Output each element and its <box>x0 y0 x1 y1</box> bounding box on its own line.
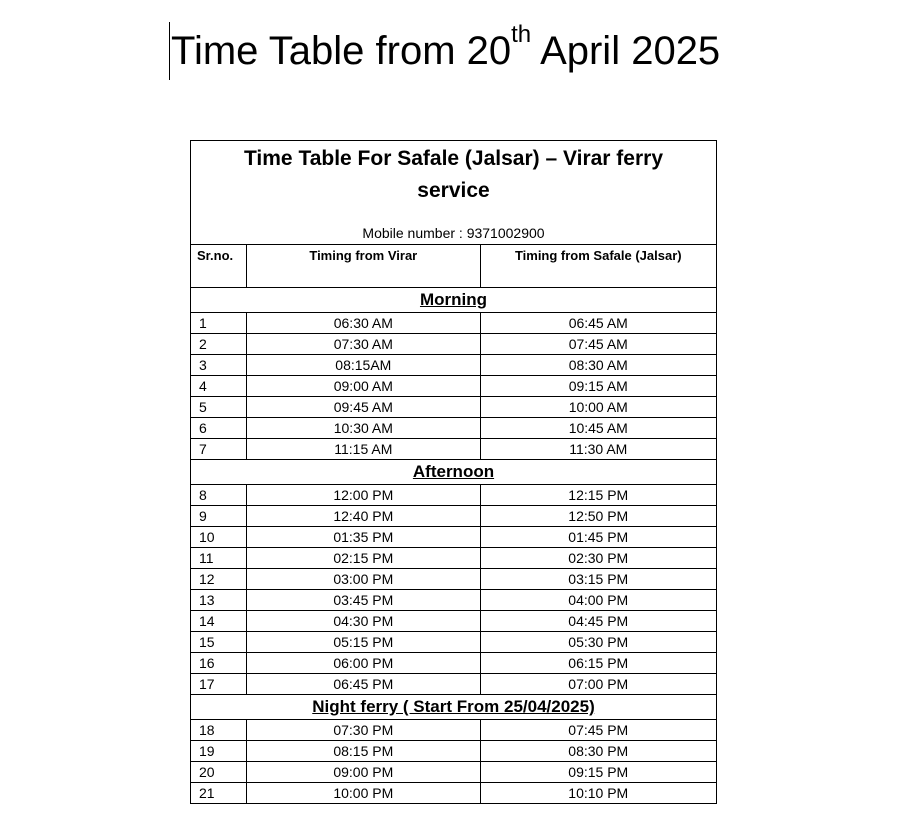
timetable-body <box>191 141 717 804</box>
cell-srno: 12 <box>191 569 247 590</box>
cell-srno: 20 <box>191 762 247 783</box>
cell-time-from-virar: 03:00 PM <box>247 569 480 590</box>
cell-time-from-virar: 06:30 AM <box>247 313 480 334</box>
cell-srno: 18 <box>191 720 247 741</box>
table-row <box>191 355 717 376</box>
cell-srno: 4 <box>191 376 247 397</box>
cell-time-from-virar: 06:00 PM <box>247 653 480 674</box>
cell-time-from-virar: 09:45 AM <box>247 397 480 418</box>
column-header-safale: Timing from Safale (Jalsar) <box>480 245 716 288</box>
table-row <box>191 762 717 783</box>
cell-srno: 2 <box>191 334 247 355</box>
cell-srno: 17 <box>191 674 247 695</box>
table-row <box>191 418 717 439</box>
cell-time-from-virar: 08:15 PM <box>247 741 480 762</box>
section-header-row <box>191 460 717 485</box>
cell-time-from-safale: 05:30 PM <box>480 632 716 653</box>
cell-time-from-virar: 12:00 PM <box>247 485 480 506</box>
cell-time-from-safale: 04:45 PM <box>480 611 716 632</box>
table-row <box>191 674 717 695</box>
cell-time-from-virar: 04:30 PM <box>247 611 480 632</box>
cell-srno: 19 <box>191 741 247 762</box>
cell-srno: 11 <box>191 548 247 569</box>
cell-srno: 3 <box>191 355 247 376</box>
table-row <box>191 439 717 460</box>
table-row <box>191 720 717 741</box>
cell-time-from-safale: 07:45 PM <box>480 720 716 741</box>
table-row <box>191 485 717 506</box>
cell-srno: 16 <box>191 653 247 674</box>
timetable-heading <box>191 143 716 207</box>
cell-time-from-safale: 11:30 AM <box>480 439 716 460</box>
table-row <box>191 653 717 674</box>
section-label: Afternoon <box>412 462 495 481</box>
cell-srno: 10 <box>191 527 247 548</box>
cell-srno: 13 <box>191 590 247 611</box>
column-header-virar: Timing from Virar <box>247 245 480 288</box>
cell-time-from-safale: 10:00 AM <box>480 397 716 418</box>
cell-time-from-virar: 09:00 AM <box>247 376 480 397</box>
cell-time-from-safale: 02:30 PM <box>480 548 716 569</box>
table-row <box>191 590 717 611</box>
cell-time-from-safale: 08:30 AM <box>480 355 716 376</box>
cell-time-from-virar: 02:15 PM <box>247 548 480 569</box>
section-header-cell <box>191 288 717 313</box>
timetable <box>190 140 717 804</box>
table-row <box>191 334 717 355</box>
table-row <box>191 506 717 527</box>
cell-time-from-safale: 12:50 PM <box>480 506 716 527</box>
title-main: Time Table from 20 <box>171 29 512 73</box>
table-row <box>191 783 717 804</box>
cell-time-from-safale: 07:45 AM <box>480 334 716 355</box>
cell-srno: 6 <box>191 418 247 439</box>
timetable-heading-line1: Time Table For Safale (Jalsar) – Virar ferry <box>243 147 664 170</box>
cell-time-from-safale: 01:45 PM <box>480 527 716 548</box>
title-tail: April 2025 <box>531 29 721 73</box>
column-header-srno: Sr.no. <box>191 245 247 288</box>
cell-srno: 15 <box>191 632 247 653</box>
table-row <box>191 397 717 418</box>
title-superscript: th <box>511 21 532 48</box>
cell-time-from-virar: 09:00 PM <box>247 762 480 783</box>
table-row <box>191 632 717 653</box>
cell-time-from-safale: 06:45 AM <box>480 313 716 334</box>
cell-time-from-safale: 10:10 PM <box>480 783 716 804</box>
section-label: Morning <box>419 290 488 309</box>
cell-time-from-virar: 12:40 PM <box>247 506 480 527</box>
timetable-heading-line2: service <box>417 179 490 202</box>
timetable-heading-row <box>191 141 717 245</box>
cell-time-from-safale: 09:15 PM <box>480 762 716 783</box>
table-row <box>191 569 717 590</box>
cell-srno: 5 <box>191 397 247 418</box>
timetable-heading-cell <box>191 141 717 245</box>
cell-time-from-safale: 09:15 AM <box>480 376 716 397</box>
cell-srno: 7 <box>191 439 247 460</box>
cell-time-from-virar: 11:15 AM <box>247 439 480 460</box>
table-row <box>191 611 717 632</box>
cell-time-from-virar: 06:45 PM <box>247 674 480 695</box>
cell-time-from-safale: 04:00 PM <box>480 590 716 611</box>
cell-time-from-safale: 12:15 PM <box>480 485 716 506</box>
cell-time-from-virar: 10:30 AM <box>247 418 480 439</box>
section-header-cell <box>191 460 717 485</box>
section-label: Night ferry ( Start From 25/04/2025) <box>312 697 595 716</box>
cell-srno: 21 <box>191 783 247 804</box>
column-header-row <box>191 245 717 288</box>
cell-srno: 9 <box>191 506 247 527</box>
mobile-number: Mobile number : 9371002900 <box>362 225 545 241</box>
cell-time-from-safale: 08:30 PM <box>480 741 716 762</box>
cell-time-from-virar: 03:45 PM <box>247 590 480 611</box>
section-header-row <box>191 288 717 313</box>
table-row <box>191 527 717 548</box>
table-row <box>191 548 717 569</box>
cell-time-from-safale: 03:15 PM <box>480 569 716 590</box>
cell-srno: 8 <box>191 485 247 506</box>
cell-time-from-safale: 07:00 PM <box>480 674 716 695</box>
cell-time-from-virar: 05:15 PM <box>247 632 480 653</box>
cell-time-from-safale: 10:45 AM <box>480 418 716 439</box>
cell-srno: 14 <box>191 611 247 632</box>
cell-srno: 1 <box>191 313 247 334</box>
section-header-cell <box>191 695 717 720</box>
section-header-row <box>191 695 717 720</box>
table-row <box>191 313 717 334</box>
cell-time-from-virar: 10:00 PM <box>247 783 480 804</box>
table-row <box>191 376 717 397</box>
cell-time-from-virar: 07:30 PM <box>247 720 480 741</box>
cell-time-from-virar: 08:15AM <box>247 355 480 376</box>
cell-time-from-safale: 06:15 PM <box>480 653 716 674</box>
cell-time-from-virar: 01:35 PM <box>247 527 480 548</box>
cell-time-from-virar: 07:30 AM <box>247 334 480 355</box>
document-title <box>169 22 720 80</box>
table-row <box>191 741 717 762</box>
